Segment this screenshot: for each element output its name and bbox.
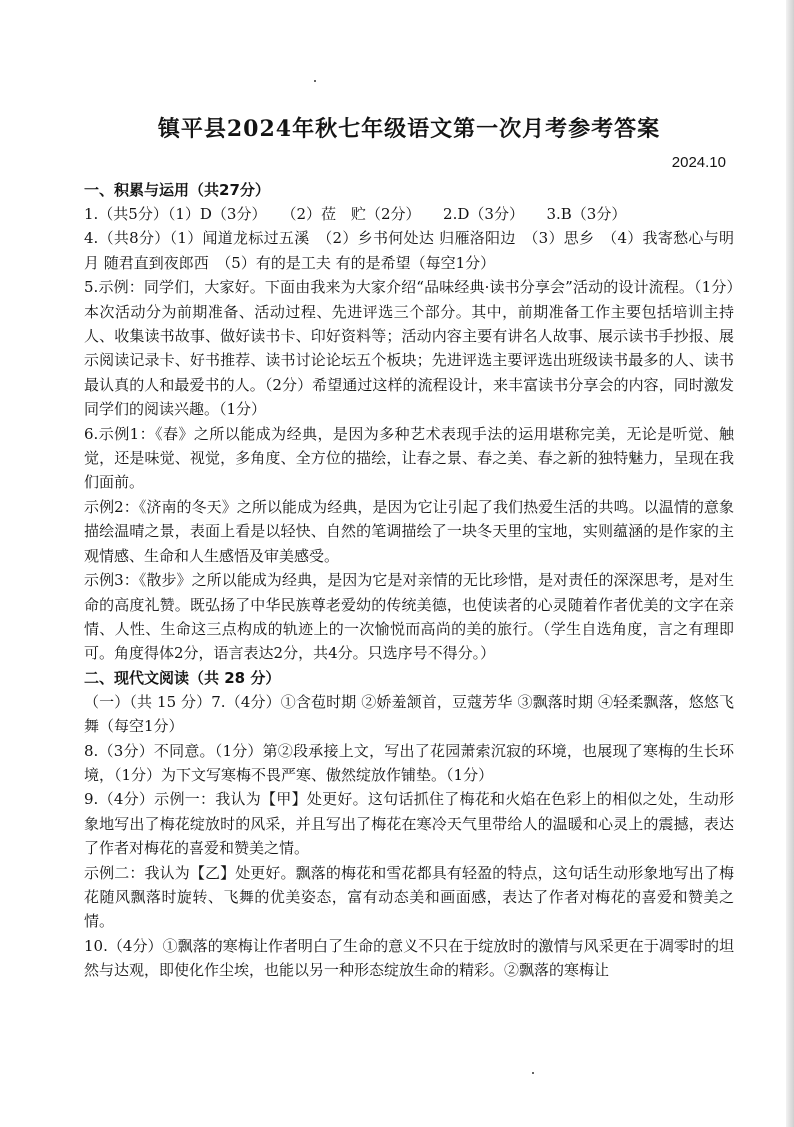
- answer-content: [84, 178, 734, 983]
- answer-paragraph: 示例2：《济南的冬天》之所以能成为经典，是因为它让引起了我们热爱生活的共鸣。以温情的意象描绘温晴之景，表面上看是以轻快、自然的笔调描绘了一块冬天里的宝地，实则蕴涵的是作家的主观情感、生命和人生感悟及审美感受。: [84, 497, 734, 565]
- answer-paragraph: 4.（共8分）（1）闻道龙标过五溪 （2）乡书何处达 归雁洛阳边 （3）思乡 （4）我寄愁心与明月 随君直到夜郎西 （5）有的是工夫 有的是希望（每空1分）: [84, 229, 734, 272]
- answer-paragraph: 8.（3分）不同意。（1分）第②段承接上文，写出了花园萧索沉寂的环境，也展现了寒梅的生长环境，（1分）为下文写寒梅不畏严寒、傲然绽放作铺垫。（1分）: [84, 741, 734, 784]
- scan-speck: [532, 1072, 534, 1074]
- document-date: 2024.10: [671, 154, 726, 171]
- answer-paragraph: （一）（共 15 分）7.（4分）①含苞时期 ②娇羞颔首，豆蔻芳华 ③飘落时期 ④轻柔飘落，悠悠飞舞（每空1分）: [84, 692, 734, 736]
- answer-paragraph: 示例3：《散步》之所以能成为经典，是因为它是对亲情的无比珍惜，是对责任的深深思考，是对生命的高度礼赞。既弘扬了中华民族尊老爱幼的传统美德，也使读者的心灵随着作者优美的文字在亲情、人性、生命这三点构成的轨迹上的一次愉悦而高尚的美的旅行。（学生自选角度，言之有理即可。角度得体2分，语言表达2分，共4分。只选序号不得分。）: [84, 571, 734, 663]
- scan-speck: [314, 80, 316, 82]
- answer-paragraph: 1.（共5分）（1）D（3分） （2）莅 贮（2分） 2.D（3分） 3.B（3分）: [84, 205, 627, 223]
- scan-edge: [786, 0, 794, 1127]
- section-heading: 一、积累与运用（共27分）: [84, 181, 270, 199]
- answer-paragraph: 示例二：我认为【乙】处更好。飘落的梅花和雪花都具有轻盈的特点，这句话生动形象地写出了梅花随风飘落时旋转、飞舞的优美姿态，富有动态美和画面感，表达了作者对梅花的喜爱和赞美之情。: [84, 863, 734, 931]
- answer-paragraph: 10.（4分）①飘落的寒梅让作者明白了生命的意义不只在于绽放时的激情与风采更在于凋零时的坦然与达观，即使化作尘埃，也能以另一种形态绽放生命的精彩。②飘落的寒梅让: [84, 936, 734, 980]
- answer-paragraph: 5.示例：同学们，大家好。下面由我来为大家介绍“品味经典·读书分享会”活动的设计流程。（1分）本次活动分为前期准备、活动过程、先进评选三个部分。其中，前期准备工作主要包括培训主持人、收集读书故事、做好读书卡、印好资料等；活动内容主要有讲名人故事、展示读书手抄报、展示阅读记录卡、好书推荐、读书讨论论坛五个板块；先进评选主要评选出班级读书最多的人、读书最认真的人和最爱书的人。（2分）希望通过这样的流程设计，来丰富读书分享会的内容，同时激发同学们的阅读兴趣。（1分）: [84, 278, 734, 419]
- document-title: 镇平县2024年秋七年级语文第一次月考参考答案: [157, 116, 661, 142]
- answer-paragraph: 6.示例1：《春》之所以能成为经典，是因为多种艺术表现手法的运用堪称完美，无论是听觉、触觉，还是味觉、视觉，多角度、全方位的描绘，让春之景、春之美、春之新的独特魅力，呈现在我们面前。: [84, 424, 734, 492]
- section-heading: 二、现代文阅读（共 28 分）: [84, 668, 281, 687]
- answer-paragraph: 9.（4分）示例一：我认为【甲】处更好。这句话抓住了梅花和火焰在色彩上的相似之处，生动形象地写出了梅花绽放时的风采，并且写出了梅花在寒冷天气里带给人的温暖和心灵上的震撼，表达了作者对梅花的喜爱和赞美之情。: [84, 790, 734, 858]
